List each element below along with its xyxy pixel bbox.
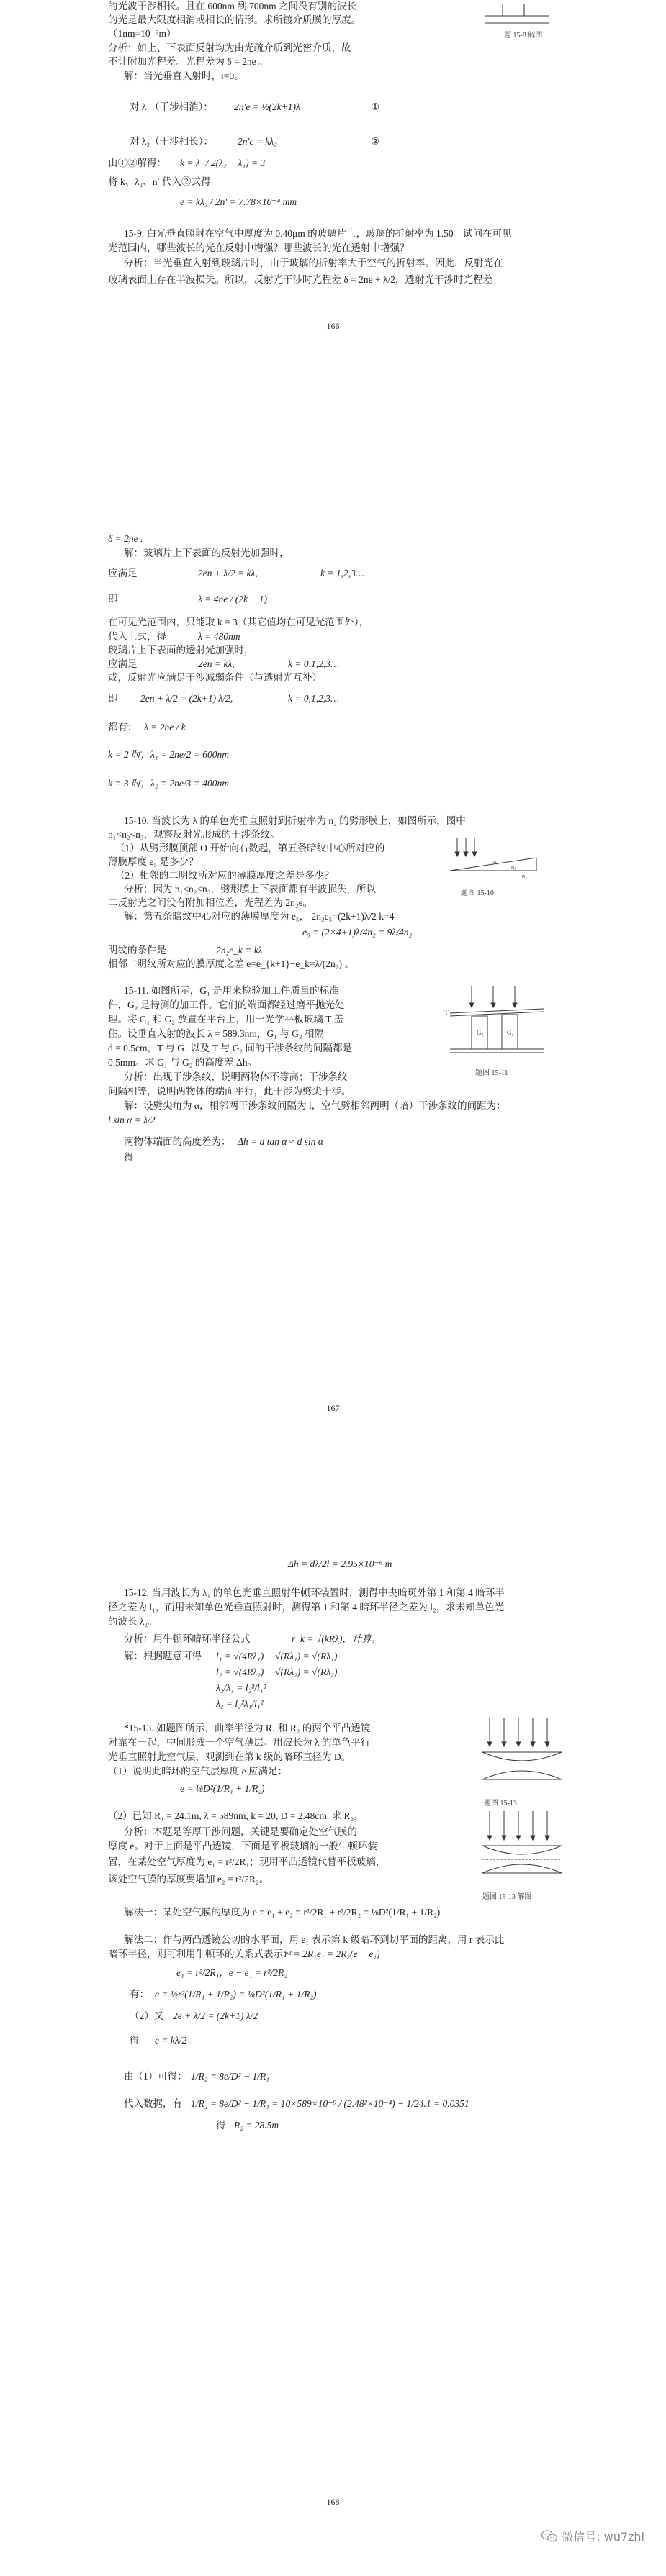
text-line: 15-9. 白光垂直照射在空气中厚度为 0.40μm 的玻璃片上，玻璃的折射率为 1.50。试问在可见 — [124, 228, 512, 239]
figure-15-10 — [443, 835, 544, 885]
text-line: 分析：如上、下表面反射均为由光疏介质到光密介质，故 — [108, 42, 351, 53]
text-line: 得 — [216, 2120, 226, 2131]
page-number: 168 — [326, 2497, 340, 2507]
equation-e: e = ⅛D²(1/R₁ + 1/R₂) — [180, 1783, 265, 1794]
text-line: （2）已知 R₁ = 24.1m, λ = 589nm, k = 20, D = 2.48cm. 求 R₂。 — [108, 1810, 364, 1821]
text-line: 解：玻璃片上下表面的反射光加强时， — [124, 548, 289, 558]
text-line: 解法二：作与两凸透镜公切的水平面，用 e₁ 表示第 k 级暗环到切平面的距离，用 r 表示此 — [124, 1934, 505, 1945]
text-line: 对靠在一起，中间形成一个空气薄层。用波长为 λ 的单色平行 — [108, 1737, 371, 1748]
text-line: 的波长 λ₂。 — [108, 1616, 158, 1627]
text-line: 应满足 — [108, 568, 138, 579]
text-line: 薄膜厚度 e₅ 是多少？ — [108, 856, 199, 867]
text-line: （1nm=10⁻⁹m） — [108, 28, 176, 39]
equation-1-over-r2: 1/R₂ = 8e/D² − 1/R₁ — [191, 2071, 269, 2082]
text-line: （1）从劈形膜顶部 O 开始向右数起，第五条暗纹中心所对应的 — [115, 843, 385, 853]
text-line: δ = 2ne . — [108, 533, 143, 544]
equation-d-k: k = 0,1,2,3… — [288, 658, 339, 669]
equation-r2: r² = 2R₁e₁ = 2R₂(e − e₁) — [284, 1949, 380, 1959]
text-line: 由①②解得： — [108, 158, 166, 168]
equation-e: 2en + λ/2 = (2k+1) λ/2, — [140, 693, 233, 704]
text-line: 分析：因为 n₁<n₂<n₃，劈形膜上下表面都有半波损失，所以 — [124, 884, 376, 894]
equation-b: λ = 4ne / (2k − 1) — [198, 594, 268, 604]
equation-j: 2n₂e_k = kλ — [216, 945, 263, 956]
equation-ek: e = kλ/2 — [155, 2035, 187, 2046]
text-line: 玻璃表面上存在半波损失。所以，反射光干涉时光程差 δ = 2ne + λ/2，透射光干涉时光程差 — [108, 274, 493, 285]
text-line: 15-12. 当用波长为 λ₁ 的单色光垂直照射牛顿环装置时，测得中央暗斑外第 1 和第 4 暗环半 — [124, 1587, 505, 1598]
svg-text:G₁: G₁ — [477, 1029, 484, 1036]
text-line: 由（1）可得： — [124, 2071, 187, 2082]
text-line: n₁<n₂<n₃，观察反射光形成的干涉条纹。 — [108, 829, 280, 840]
text-line: 置，在某处空气厚度为 e₁ = r²/2R₁；现用平凸透镜代替平板玻璃， — [108, 1856, 386, 1867]
text-line: 件，G₂ 是待测的加工件。它们的端面都经过磨平抛光处 — [108, 999, 345, 1010]
text-line: 有： — [130, 1989, 149, 2000]
equation-1: 2n′e = ½(2k+1)λ₁ — [234, 101, 304, 112]
text-line: 在可见光范围内，只能取 k = 3（其它值均在可见光范围外）， — [108, 617, 369, 627]
equation-h: k = 3 时，λ₂ = 2ne/3 = 400nm — [108, 778, 229, 789]
figure-caption: 题图 15-13 解图 — [482, 1893, 532, 1901]
equation-condition: 2e + λ/2 = (2k+1) λ/2 — [173, 2010, 258, 2021]
text-line: 代入数据，有 — [124, 2098, 182, 2109]
text-line: 将 k、λ₂、n′ 代入②式得 — [108, 176, 211, 187]
equation-l1: l₁ = √(4Rλ₁) − √(Rλ₁) = √(Rλ₁) — [216, 1651, 338, 1661]
figure-15-13-solution — [479, 1810, 565, 1889]
text-line: 分析：出现干涉条纹，说明两物体不等高；干涉条纹 — [124, 1071, 348, 1082]
equation-l2: l₂ = √(4Rλ₂) − √(Rλ₂) = √(Rλ₂) — [216, 1666, 338, 1677]
text-line: 的光是最大限度相消或相长的情形。求所镀介质膜的厚度。 — [108, 14, 361, 25]
equation-e-k: k = 0,1,2,3… — [288, 693, 339, 704]
equation-tag: ② — [371, 136, 380, 147]
text-line: 光范围内，哪些波长的光在反射中增强？哪些波长的光在透射中增强？ — [108, 242, 410, 253]
svg-text:T: T — [444, 1009, 449, 1016]
text-line: 都有： — [108, 722, 138, 733]
text-line: 应满足 — [108, 658, 138, 669]
equation-final: R₂ = 28.5m — [234, 2120, 279, 2131]
text-line: 分析：当光垂直入射到玻璃片时，由于玻璃的折射率大于空气的折射率。因此，反射光在 — [124, 258, 503, 268]
equation-lambda2: λ₂ = l₂²λ₁/l₁² — [216, 1698, 264, 1709]
text-line: 15-10. 当波长为 λ 的单色光垂直照射到折射率为 n₂ 的劈形膜上，如图所示，图中 — [124, 815, 466, 826]
equation-rk: r_k = √(kRλ)，计算。 — [292, 1633, 382, 1644]
equation-3: k = λ₁ / 2(λ₂ − λ₁) = 3 — [180, 158, 266, 168]
page-number: 166 — [326, 321, 340, 331]
equation-a-k: k = 1,2,3… — [320, 568, 364, 579]
text-line: 即 — [108, 693, 118, 704]
figure-caption: 题 15-8 解图 — [504, 32, 543, 40]
text-line: 代入上式，得 — [108, 631, 166, 642]
equation-numeric: 1/R₂ = 8e/D² − 1/R₁ = 10×589×10⁻⁹ / (2.48²×10⁻⁴) − 1/24.1 = 0.0351 — [191, 2098, 469, 2109]
text-line: 或，反射光应满足干涉减弱条件（与透射光互补） — [108, 672, 322, 683]
text-line: 光垂直照射此空气层，观测到在第 k 级的暗环直径为 D。 — [108, 1751, 351, 1762]
text-line: 不计附加光程差。光程差为 δ = 2ne 。 — [108, 56, 269, 67]
text-line: d = 0.5cm，T 与 G₁ 以及 T 与 G₂ 间的干涉条纹的间隔都是 — [108, 1043, 353, 1053]
equation-a: 2en + λ/2 = kλ, — [198, 568, 258, 579]
svg-text:n₁: n₁ — [493, 858, 498, 865]
text-line: （1）说明此暗环的空气层厚度 e 应满足： — [108, 1766, 287, 1777]
text-line: 得 — [124, 1152, 134, 1163]
figure-15-8 — [481, 3, 553, 30]
text-line: 暗环半径，则可利用牛顿环的关系式表示： — [108, 1949, 293, 1959]
watermark-text: 微信号: wu7zhi — [562, 2530, 644, 2544]
text-line: 解：第五条暗纹中心对应的薄膜厚度为 e₅， 2n₂e₅=(2k+1)λ/2 k=4 — [124, 911, 395, 922]
text-line: 相邻二明纹所对应的膜厚度之差 e=e_{k+1}−e_k=λ/(2n₂) 。 — [108, 958, 354, 969]
text-line: 0.5mm。求 G₁ 与 G₂ 的高度差 Δh。 — [108, 1057, 258, 1068]
page-168 — [0, 1558, 666, 2565]
figure-caption: 题图 15-10 — [461, 889, 494, 897]
page-166 — [0, 0, 666, 338]
svg-text:G₂: G₂ — [507, 1029, 514, 1036]
text-line: 分析：本题是等厚干涉问题，关键是要确定处空气膜的 — [124, 1826, 357, 1837]
text-line: 玻璃片上下表面的透射光加强时， — [108, 645, 254, 656]
figure-15-13 — [479, 1716, 565, 1795]
text-line: 两物体端面的高度差为： — [124, 1136, 231, 1147]
equation-d: 2en = kλ, — [198, 658, 235, 669]
equation-g: k = 2 时，λ₁ = 2ne/2 = 600nm — [108, 749, 229, 760]
text-line: 解：当光垂直入射时，i=0。 — [124, 71, 244, 81]
text-line: 对 λ₂（干涉相长）： — [130, 136, 213, 147]
text-line: 即 — [108, 594, 118, 604]
text-line: 径之差为 l₁，而用未知单色光垂直照射时，测得第 1 和第 4 暗环半径之差为 l₂，求未知单色光 — [108, 1602, 505, 1613]
text-line: 解：根据题意可得 — [124, 1651, 202, 1661]
text-line: 的光波干涉相长。且在 600nm 到 700nm 之间没有别的波长 — [108, 1, 357, 12]
equation-ratio: λ₂/λ₁ = l₂²/l₁² — [216, 1682, 266, 1693]
equation-e1: e₁ = r²/2R₁，e − e₁ = r²/2R₂ — [176, 1967, 287, 1978]
page-number: 167 — [326, 1403, 340, 1413]
text-line: 对 λ₁（干涉相消）： — [130, 101, 213, 112]
text-line: 得 — [130, 2035, 140, 2046]
text-line: 间隔相等，说明两物体的端面平行，此干涉为劈尖干涉。 — [108, 1086, 351, 1097]
svg-text:n₃: n₃ — [522, 873, 527, 879]
page-167 — [0, 532, 666, 1418]
figure-caption: 题图 15-13 — [484, 1800, 517, 1808]
equation-i: e₅ = (2×4+1)λ/4n₂ = 9λ/4n₂ — [302, 927, 413, 938]
figure-15-11 — [443, 984, 551, 1063]
wechat-watermark — [541, 2528, 644, 2544]
text-line: （2）又 — [130, 2010, 164, 2021]
equation-delta-h: Δh = dλ/2l = 2.95×10⁻⁶ m — [288, 1559, 392, 1569]
text-line: （2）相邻的二明纹所对应的薄膜厚度之差是多少？ — [115, 870, 334, 881]
figure-caption: 题图 15-11 — [475, 1069, 508, 1077]
text-line: 明纹的条件是 — [108, 945, 166, 956]
equation-4: e = kλ₂ / 2n′ = 7.78×10⁻⁴ mm — [180, 196, 297, 207]
text-line: 解法一：某处空气膜的厚度为 e = e₁ + e₂ = r²/2R₁ + r²/2R₂ = ⅛D²(1/R₁ + 1/R₂) — [124, 1907, 441, 1918]
equation-k: l sin α = λ/2 — [108, 1115, 156, 1125]
wechat-icon — [541, 2530, 557, 2543]
text-line: 理。将 G₁ 和 G₂ 放置在平台上，用一光学平板玻璃 T 盖 — [108, 1014, 344, 1025]
equation-c: λ = 480nm — [198, 631, 240, 642]
equation-l: Δh = d tan α ≈ d sin α — [238, 1136, 323, 1147]
text-line: 该处空气膜的厚度要增加 e₂ = r²/2R₂。 — [108, 1874, 269, 1885]
text-line: 分析：用牛顿环暗环半径公式 — [124, 1633, 251, 1644]
svg-text:n₂: n₂ — [511, 863, 516, 870]
text-line: 住。设垂直入射的波长 λ = 589.3nm，G₁ 与 G₂ 相隔 — [108, 1028, 324, 1039]
equation-tag: ① — [371, 101, 380, 112]
equation-f: λ = 2ne / k — [144, 722, 186, 733]
text-line: 二反射光之间没有附加相位差，光程差为 2n₂e。 — [108, 897, 313, 908]
text-line: 15-11. 如图所示，G₁ 是用来检验加工件质量的标准 — [124, 985, 339, 996]
text-line: *15-13. 如题图所示，曲率半径为 R₁ 和 R₂ 的两个平凸透镜 — [124, 1723, 371, 1733]
equation-e-sum: e = ½r²(1/R₁ + 1/R₂) = ⅛D²(1/R₁ + 1/R₂) — [155, 1989, 317, 2000]
text-line: 厚度 e。对于上面是平凸透镜，下面是平板玻璃的一般牛顿环装 — [108, 1841, 377, 1851]
text-line: 解：设劈尖角为 α，相邻两干涉条纹间隔为 l，空气劈相邻两明（暗）干涉条纹的间距为： — [124, 1100, 506, 1111]
equation-2: 2n′e = kλ₂ — [238, 136, 277, 147]
